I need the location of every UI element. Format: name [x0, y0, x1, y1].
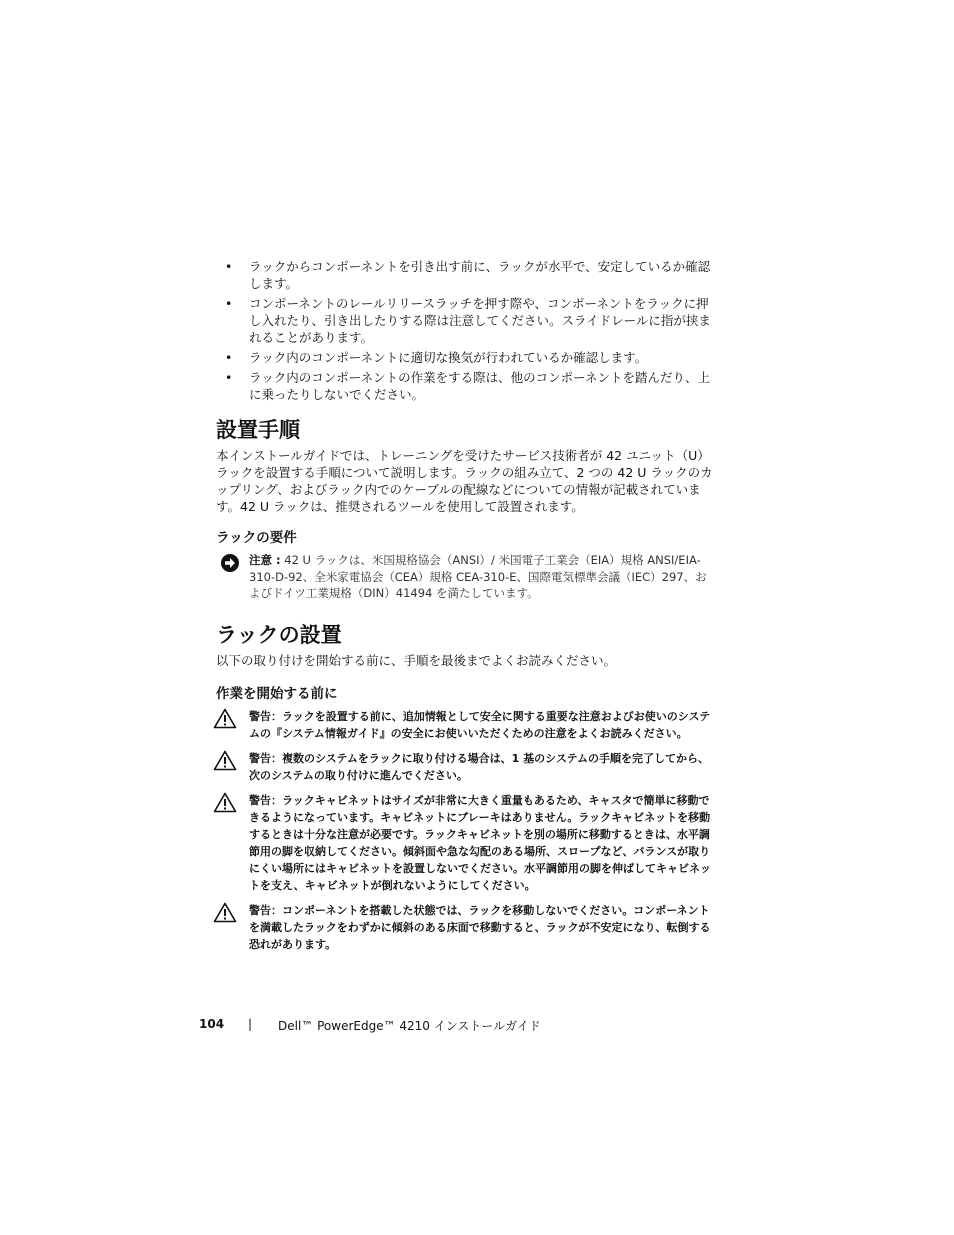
before-you-begin-heading: 作業を開始する前に [216, 685, 338, 702]
warning-block: 警告：ラックキャビネットはサイズが非常に大きく重量もあるため、キャスタで簡単に移動できるようになっています。キャビネットにブレーキはありません。ラックキャビネットを移動するときは十分な注意が必要です。ラックキャビネットを別の場所に移動するときは、水平調節用の脚を収納してください。傾斜面や急な勾配のある場所、スロープなど、バランスが取りにくい場所にはキャビネットを設置しないでください。水平調節用の脚を伸ばしてキャビネットを支え、キャビネットが倒れないようにしてください。 [216, 792, 716, 894]
footer-title: Dell™ PowerEdge™ 4210 インストールガイド [278, 1019, 541, 1033]
page-number: 104 [199, 1017, 225, 1031]
note-label: 注意 : [249, 553, 281, 567]
section-title-install: ラックの設置 [216, 622, 342, 647]
warning-triangle-icon [213, 902, 237, 928]
warning-block: 警告：複数のシステムをラックに取り付ける場合は、1 基のシステムの手順を完了してから、次のシステムの取り付けに進んでください。 [216, 750, 716, 784]
list-item: • ラック内のコンポーネントに適切な換気が行われているか確認します。 [225, 350, 648, 365]
warning-block: 警告：コンポーネントを搭載した状態では、ラックを移動しないでください。コンポーネントを満載したラックをわずかに傾斜のある床面で移動すると、ラックが不安定になり、転倒する恐れがあります。 [216, 902, 716, 953]
warning-triangle-icon [213, 750, 237, 776]
section-title-setup: 設置手順 [216, 418, 300, 442]
list-item: • コンポーネントのレールリリースラッチを押す際や、コンポーネントをラックに押し入れたり、引き出したりする際は注意してください。スライドレールに指が挟まれることがあります。 [225, 296, 711, 345]
notice-block [216, 552, 716, 602]
list-item: • ラック内のコンポーネントの作業をする際は、他のコンポーネントを踏んだり、上に乗ったりしないでください。 [225, 370, 711, 402]
warning-triangle-icon [213, 792, 237, 818]
rack-requirements-heading: ラックの要件 [216, 530, 297, 546]
bullet-icon: • [225, 350, 233, 365]
setup-body-text: 本インストールガイドでは、トレーニングを受けたサービス技術者が 42 ユニット（U）ラックを設置する手順について説明します。ラックの組み立て、2 つの 42 U ラックのカップリング、およびラック内でのケーブルの配線などについての情報が記載されています。42 U ラックは、推奨されるツールを使用して設置されます。 [216, 448, 713, 514]
note-arrow-icon [220, 553, 240, 578]
list-item: • ラックからコンポーネントを引き出す前に、ラックが水平で、安定しているか確認します。 [225, 259, 711, 291]
install-body-text: 以下の取り付けを開始する前に、手順を最後までよくお読みください。 [216, 652, 617, 668]
footer-separator: | [248, 1017, 253, 1031]
warning-block: 警告：ラックを設置する前に、追加情報として安全に関する重要な注意およびお使いのシステムの『システム情報ガイド』の安全にお使いいただくための注意をよくお読みください。 [216, 708, 716, 742]
bullet-list [216, 258, 716, 403]
bullet-icon: • [225, 259, 233, 274]
bullet-icon: • [225, 370, 233, 385]
warning-triangle-icon [213, 708, 237, 734]
page-content [216, 258, 716, 961]
bullet-icon: • [225, 296, 233, 311]
note-text: 42 U ラックは、米国規格協会（ANSI）/ 米国電子工業会（EIA）規格 ANSI/EIA-310-D-92、全米家電協会（CEA）規格 CEA-310-E、国際電気標準会議（IEC）297、およびドイツ工業規格（DIN）41494 を満たしています。 [249, 553, 707, 600]
